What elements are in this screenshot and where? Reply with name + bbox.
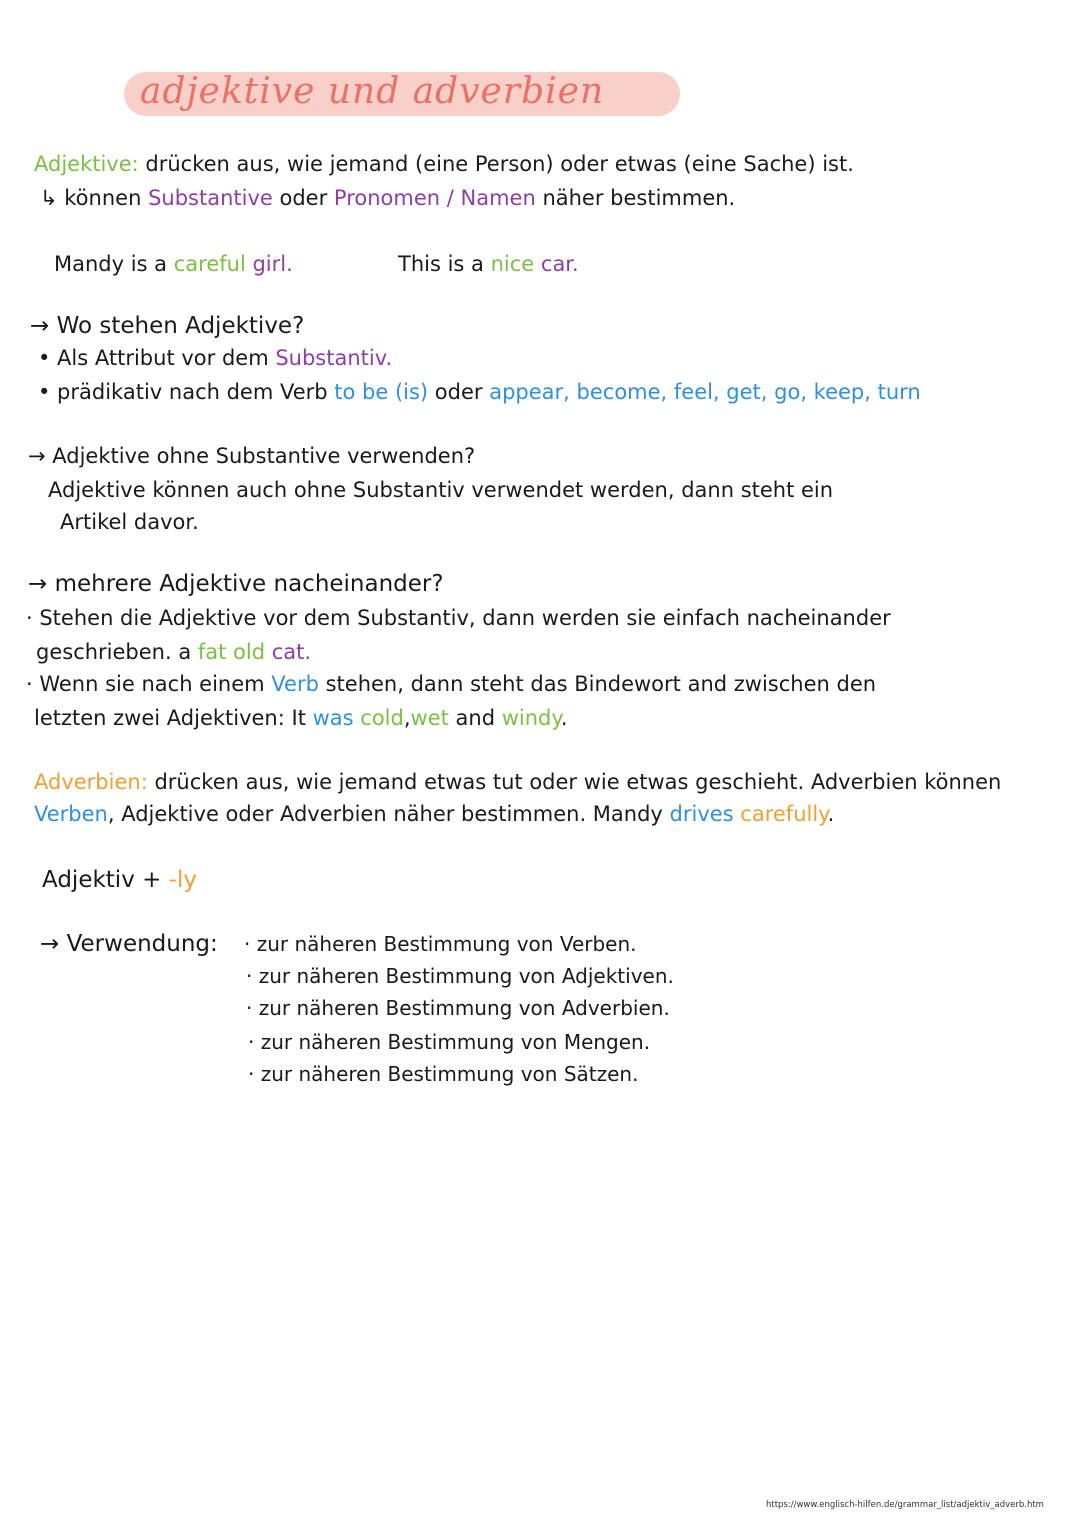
verwendung-item: · zur näheren Bestimmung von Adverbien. — [246, 996, 670, 1020]
example-was: was — [312, 706, 354, 730]
wo-stehen-heading: → Wo stehen Adjektive? — [30, 313, 305, 339]
verwendung-item: · zur näheren Bestimmung von Sätzen. — [248, 1062, 639, 1086]
praedikativ-tobe: to be (is) — [334, 380, 429, 404]
wo-bullet-attribut — [38, 344, 392, 372]
example-nice-car — [398, 250, 579, 278]
ohne-line-2: Artikel davor. — [60, 510, 199, 534]
verwendung-item: · zur näheren Bestimmung von Mengen. — [248, 1030, 651, 1054]
function-suffix: näher bestimmen. — [535, 186, 736, 210]
ohne-heading: → Adjektive ohne Substantive verwenden? — [28, 444, 476, 468]
example-cold: cold — [353, 706, 404, 730]
example-careful-girl — [54, 250, 293, 278]
mehrere-line-2 — [36, 638, 311, 666]
example-comma: , — [403, 706, 411, 730]
function-prefix: ↳ können — [40, 186, 149, 210]
mehrere-letzten: letzten zwei Adjektiven: It — [34, 706, 313, 730]
mehrere-verb: Verb — [271, 672, 319, 696]
adverbien-definition — [34, 768, 1001, 796]
example-b-adjective: nice — [490, 252, 535, 276]
example-b-prefix: This is a — [398, 252, 491, 276]
adverbien-period: . — [827, 802, 835, 826]
wo-bullet-praedikativ — [38, 378, 921, 406]
example-period: . — [560, 706, 568, 730]
mehrere-line-3 — [26, 670, 876, 698]
ohne-line-1: Adjektive können auch ohne Substantiv verwendet werden, dann steht ein — [48, 478, 834, 502]
adjektive-definition-text: drücken aus, wie jemand (eine Person) oder etwas (eine Sache) ist. — [138, 152, 854, 176]
mehrere-noun: cat. — [265, 640, 312, 664]
example-b-noun: car. — [534, 252, 579, 276]
verwendung-heading: → Verwendung: — [40, 931, 218, 957]
example-a-prefix: Mandy is a — [54, 252, 174, 276]
pronomen-term: Pronomen / Namen — [333, 186, 536, 210]
verwendung-item: · zur näheren Bestimmung von Adjektiven. — [246, 964, 674, 988]
adverbien-line-2 — [34, 800, 834, 828]
mehrere-line-4 — [34, 704, 568, 732]
substantive-term: Substantive — [148, 186, 273, 210]
example-windy: windy — [501, 706, 561, 730]
mehrere-adjectives: fat old — [197, 640, 266, 664]
formel-adjektiv: Adjektiv + — [42, 867, 169, 893]
example-and: and — [448, 706, 502, 730]
praedikativ-verbs: appear, become, feel, get, go, keep, turn — [489, 380, 921, 404]
verwendung-item: · zur näheren Bestimmung von Verben. — [244, 932, 637, 956]
attribut-substantiv: Substantiv. — [275, 346, 393, 370]
adjektive-term: Adjektive: — [34, 152, 139, 176]
example-drives: drives — [669, 802, 734, 826]
example-carefully: carefully — [733, 802, 828, 826]
adverbien-definition-text: drücken aus, wie jemand etwas tut oder wie etwas geschieht. Adverbien können — [147, 770, 1002, 794]
adverbien-verben: Verben — [34, 802, 108, 826]
formel — [42, 866, 197, 894]
mehrere-wenn: · Wenn sie nach einem — [26, 672, 272, 696]
praedikativ-text: • prädikativ nach dem Verb — [38, 380, 335, 404]
source-url: https://www.englisch-hilfen.de/grammar_list/adjektiv_adverb.htm — [766, 1500, 1044, 1510]
praedikativ-oder: oder — [428, 380, 490, 404]
function-middle: oder — [272, 186, 334, 210]
formel-suffix: -ly — [168, 867, 198, 893]
adverbien-term: Adverbien: — [34, 770, 148, 794]
mehrere-heading: → mehrere Adjektive nacheinander? — [28, 571, 444, 597]
example-wet: wet — [410, 706, 449, 730]
page-title: adjektive und adverbien — [140, 71, 605, 112]
adverbien-mid: , Adjektive oder Adverbien näher bestimmen. Mandy — [107, 802, 670, 826]
adjektive-definition — [34, 150, 854, 178]
adjektive-function — [40, 184, 735, 212]
example-a-noun: girl. — [245, 252, 293, 276]
mehrere-line-1: · Stehen die Adjektive vor dem Substantiv, dann werden sie einfach nacheinander — [26, 606, 891, 630]
mehrere-bindewort: stehen, dann steht das Bindewort and zwischen den — [318, 672, 877, 696]
mehrere-geschrieben: geschrieben. a — [36, 640, 198, 664]
example-a-adjective: careful — [173, 252, 246, 276]
attribut-text: • Als Attribut vor dem — [38, 346, 276, 370]
